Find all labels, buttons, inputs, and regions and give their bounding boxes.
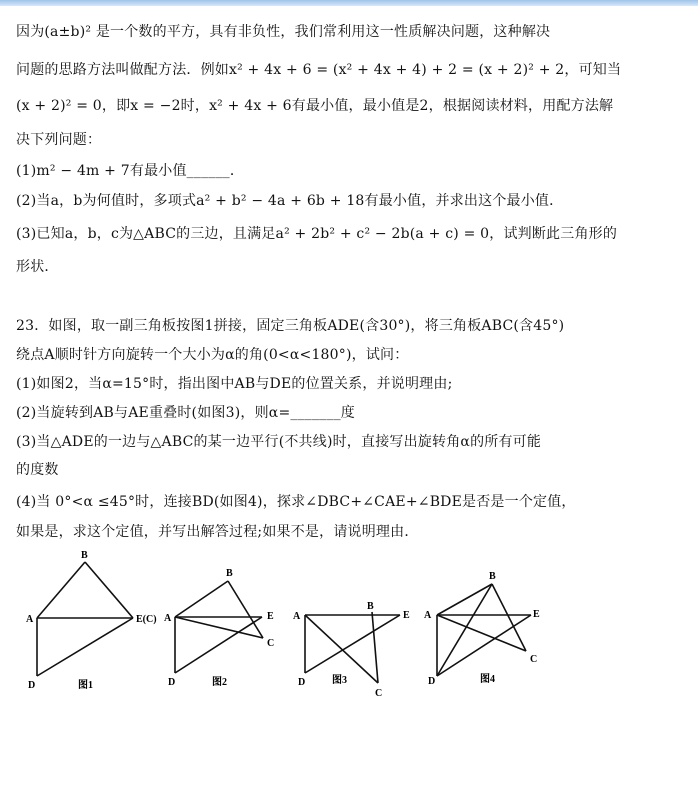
problem-23-part-3-end: 的度数 — [16, 462, 59, 478]
fig4-label-d: D — [428, 676, 436, 687]
fig3-label-c: C — [375, 688, 383, 699]
fig2-label-b: B — [226, 568, 233, 579]
problem-22-line-4: 决下列问题： — [16, 132, 102, 148]
problem-23-line-2: 绕点A顺时针方向旋转一个大小为α的角(0<α<180°)，试问： — [16, 347, 409, 363]
figure-3-lines — [305, 612, 400, 683]
fig3-label-a: A — [293, 611, 301, 622]
problem-23-part-4: (4)当 0°<α ≤45°时，连接BD(如图4)，探求∠DBC+∠CAE+∠BDE是否是一个定值， — [16, 494, 576, 510]
fig3-caption: 图3 — [332, 675, 347, 686]
fig4-label-e: E — [533, 609, 540, 620]
fig4-label-c: C — [530, 654, 538, 665]
figure-4-lines — [437, 584, 531, 676]
problem-22-part-2: (2)当a，b为何值时，多项式a² + b² − 4a + 6b + 18有最小值，并求出这个最小值． — [16, 193, 564, 209]
fig1-label-b: B — [81, 550, 88, 561]
fig1-label-a: A — [26, 614, 34, 625]
problem-23-part-2: (2)当旋转到AB与AE重叠时(如图3)，则α=_______度 — [16, 405, 355, 421]
problem-23-part-4-end: 如果是，求这个定值，并写出解答过程;如果不是，请说明理由． — [16, 524, 419, 540]
fig1-caption: 图1 — [78, 680, 93, 691]
figures-row — [0, 548, 698, 708]
fig2-label-a: A — [164, 613, 172, 624]
problem-23-part-3: (3)当△ADE的一边与△ABC的某一边平行(不共线)时，直接写出旋转角α的所有可能 — [16, 434, 542, 450]
fig2-label-d: D — [168, 677, 176, 688]
problem-22-line-1: 因为(a±b)² 是一个数的平方，具有非负性，我们常利用这一性质解决问题，这种解决 — [16, 24, 551, 40]
fig1-label-d: D — [28, 680, 36, 691]
problem-22-part-1: (1)m² − 4m + 7有最小值______． — [16, 163, 245, 179]
fig4-caption: 图4 — [480, 674, 495, 685]
fig1-label-ec: E(C) — [136, 614, 157, 625]
figure-2-lines — [175, 581, 263, 673]
fig2-label-c: C — [267, 638, 275, 649]
figure-1-lines — [37, 562, 133, 676]
fig2-label-e: E — [267, 611, 274, 622]
problem-22-line-2: 问题的思路方法叫做配方法．例如x² + 4x + 6 = (x² + 4x + 4) + 2 = (x + 2)² + 2，可知当 — [16, 62, 622, 78]
problem-22-line-3: (x + 2)² = 0，即x = −2时，x² + 4x + 6有最小值，最小值是2，根据阅读材料，用配方法解 — [16, 98, 614, 114]
fig4-label-a: A — [424, 610, 432, 621]
fig2-caption: 图2 — [212, 677, 227, 688]
problem-22-part-3: (3)已知a，b，c为△ABC的三边，且满足a² + 2b² + c² − 2b(a + c) = 0，试判断此三角形的 — [16, 226, 618, 242]
problem-23-part-1: (1)如图2，当α=15°时，指出图中AB与DE的位置关系，并说明理由; — [16, 376, 453, 392]
fig3-label-b: B — [367, 601, 374, 612]
fig3-label-d: D — [298, 677, 306, 688]
fig4-label-b: B — [489, 571, 496, 582]
problem-22-part-3-end: 形状． — [16, 259, 59, 275]
fig3-label-e: E — [403, 610, 410, 621]
problem-23-line-1: 23．如图，取一副三角板按图1拼接，固定三角板ADE(含30°)，将三角板ABC(含45°) — [16, 318, 565, 334]
window-top-border — [0, 0, 698, 6]
